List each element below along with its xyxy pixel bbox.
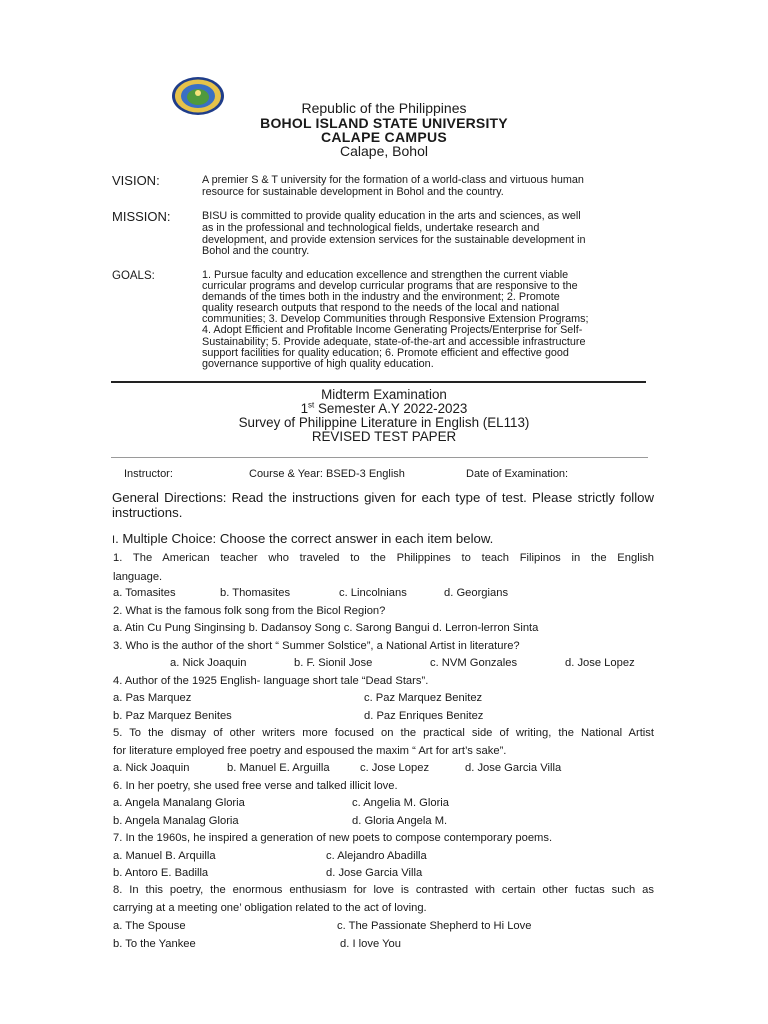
goals-text: 1. Pursue faculty and education excellence and strengthen the current viable curricular programs and develop curricular programs that are responsive to the demands of the times both in the industry and the environment; 2. Promote quality research outputs that respond to the needs of the local and national communities; 3. Develop Communities through Responsive Extension Programs; 4. Adopt Efficient and Profitable Income Generating Projects/Enterprise for Self- Sustainability; 5. Provide adequate, state-of-the-art and accessible infrastructure support facilities for quality education; 6. Promote efficient and effective good governance supportive of high quality education. — [202, 269, 589, 370]
question-1-stem-cont: language. — [113, 571, 163, 583]
republic-line: Republic of the Philippines — [301, 100, 467, 116]
question-8-choice-c: c. The Passionate Shepherd to Hi Love — [337, 920, 532, 932]
question-1-choice-d: d. Georgians — [444, 587, 509, 599]
question-1-choice-b: b. Thomasites — [220, 587, 291, 599]
question-7-choice-c: c. Alejandro Abadilla — [326, 850, 427, 862]
question-7-choice-b: b. Antoro E. Badilla — [113, 867, 209, 879]
section-divider-thin — [111, 457, 648, 458]
question-8-choice-b: b. To the Yankee — [113, 938, 196, 950]
exam-date-label: Date of Examination: — [466, 468, 569, 480]
campus-name: CALAPE CAMPUS — [320, 129, 448, 145]
general-directions: General Directions: Read the instructions given for each type of test. Please strictly follow instructions. — [112, 490, 654, 520]
question-1-stem: 1. The American teacher who traveled to the Philippines to teach Filipinos in the English — [113, 552, 654, 564]
multiple-choice-heading: I. Multiple Choice: Choose the correct answer in each item below. — [112, 531, 494, 546]
question-3-choice-a: a. Nick Joaquin — [170, 657, 247, 669]
question-5-choice-d: d. Jose Garcia Villa — [465, 762, 562, 774]
question-3-choice-d: d. Jose Lopez — [565, 657, 635, 669]
question-6-choice-a: a. Angela Manalang Gloria — [113, 797, 245, 809]
university-name: BOHOL ISLAND STATE UNIVERSITY — [260, 115, 508, 131]
question-2-choices: a. Atin Cu Pung Singinsing b. Dadansoy Song c. Sarong Bangui d. Lerron-lerron Sinta — [113, 622, 539, 634]
question-4-stem: 4. Author of the 1925 English- language short tale “Dead Stars”. — [113, 675, 429, 687]
question-1-choice-c: c. Lincolnians — [339, 587, 407, 599]
question-8-stem: 8. In this poetry, the enormous enthusiasm for love is contrasted with certain other fuctas such as — [113, 884, 654, 896]
exam-semester: 1st Semester A.Y 2022-2023 — [300, 400, 468, 416]
mission-label: MISSION: — [112, 209, 171, 224]
question-6-choice-b: b. Angela Manalag Gloria — [113, 815, 239, 827]
campus-location: Calape, Bohol — [340, 143, 428, 159]
question-6-choice-d: d. Gloria Angela M. — [352, 815, 448, 827]
course-year-label: Course & Year: BSED-3 English — [249, 468, 405, 480]
question-3-choice-c: c. NVM Gonzales — [430, 657, 518, 669]
exam-revised-label: REVISED TEST PAPER — [311, 429, 457, 444]
question-4-choice-d: d. Paz Enriques Benitez — [364, 710, 484, 722]
question-7-choice-a: a. Manuel B. Arquilla — [113, 850, 216, 862]
question-3-choice-b: b. F. Sionil Jose — [294, 657, 373, 669]
question-8-choice-d: d. I love You — [340, 938, 401, 950]
section-divider-thick — [111, 381, 646, 383]
question-7-choice-d: d. Jose Garcia Villa — [326, 867, 423, 879]
vision-label: VISION: — [112, 173, 160, 188]
question-5-stem-cont: for literature employed free poetry and espoused the maxim “ Art for art’s sake”. — [113, 745, 507, 757]
question-5-choice-a: a. Nick Joaquin — [113, 762, 190, 774]
exam-course: Survey of Philippine Literature in English (EL113) — [238, 415, 530, 430]
question-5-choice-c: c. Jose Lopez — [360, 762, 430, 774]
exam-title: Midterm Examination — [321, 387, 447, 402]
vision-text: A premier S & T university for the formation of a world-class and virtuous human resource for sustainable development in Bohol and the country. — [202, 174, 584, 198]
question-2-stem: 2. What is the famous folk song from the Bicol Region? — [113, 605, 386, 617]
question-4-choice-b: b. Paz Marquez Benites — [113, 710, 232, 722]
question-5-choice-b: b. Manuel E. Arguilla — [227, 762, 330, 774]
question-6-choice-c: c. Angelia M. Gloria — [352, 797, 449, 809]
question-3-stem: 3. Who is the author of the short “ Summer Solstice”, a National Artist in literature? — [113, 640, 520, 652]
question-8-choice-a: a. The Spouse — [113, 920, 186, 932]
question-1-choice-a: a. Tomasites — [113, 587, 176, 599]
question-4-choice-a: a. Pas Marquez — [113, 692, 192, 704]
question-8-stem-cont: carrying at a meeting one’ obligation related to the act of loving. — [113, 902, 427, 914]
question-7-stem: 7. In the 1960s, he inspired a generation of new poets to compose contemporary poems. — [113, 832, 553, 844]
question-4-choice-c: c. Paz Marquez Benitez — [364, 692, 483, 704]
mission-text: BISU is committed to provide quality education in the arts and sciences, as well as in the professional and technological fields, undertake research and development, and provide extension services for the sustainable development in Bohol and the country. — [202, 210, 586, 258]
goals-label: GOALS: — [112, 270, 155, 282]
question-6-stem: 6. In her poetry, she used free verse and talked illicit love. — [113, 780, 398, 792]
question-5-stem: 5. To the dismay of other writers more focused on the practical side of writing, the National Artist — [113, 727, 654, 739]
instructor-label: Instructor: — [124, 468, 173, 480]
